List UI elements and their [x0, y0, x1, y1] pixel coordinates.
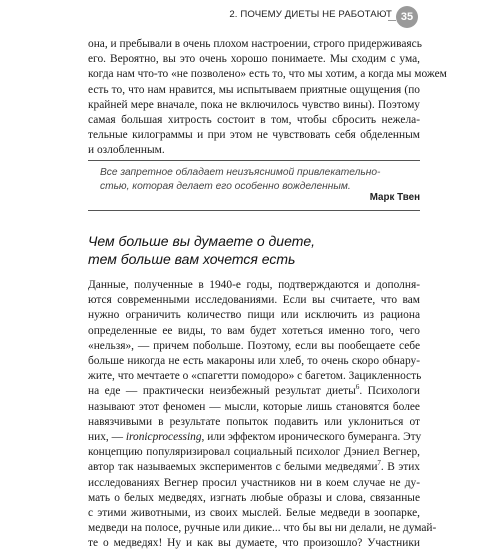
text-line: самая большая хитрость состоит в том, чтобы сбросить нежела- [88, 114, 420, 127]
epigraph-bottom-rule [88, 210, 420, 211]
text-line: крайней мере вначале, пока не включилось чувство вины). Поэтому [88, 98, 420, 111]
text-line: жите, что мечтаете о «спагетти помодоро» с багетом. Зацикленность [88, 370, 422, 383]
text-line: те о медведях! Ну и как вы думаете, что произошло? Участники [88, 537, 420, 550]
epigraph-line: стью, которая делает его особенно вожделенным. [100, 181, 351, 192]
text-line: ются современными исследованиями. Если вы считаете, что вам [88, 294, 420, 307]
text-line: навязчивыми в результате попыток подавить или уклониться от [88, 415, 420, 428]
text-line: Данные, полученные в 1940-е годы, подтверждаются и дополня- [88, 279, 420, 291]
paragraph-body [88, 278, 437, 552]
text-line: исследованиях Вегнер просил участников ни в коем случае не ду- [88, 476, 420, 489]
text-segment: , или эффектом иронического бумеранга. Эту [201, 431, 422, 444]
text-line: тельные килограммы и при этом не чувствовать себя обделенным [88, 129, 420, 142]
text-line: его. Вероятно, вы это очень хорошо понимаете. Мы сходим с ума, [88, 53, 420, 66]
text-segment: автор так называемых экспериментов с белыми медведями [88, 461, 378, 474]
text-line: есть то, что нам нравится, мы испытываем приятные ощущения (по [88, 83, 420, 96]
epigraph-quote [100, 166, 412, 194]
section-heading [88, 232, 420, 268]
text-line: концепцию популяризировал социальный психолог Дэниел Вегнер, [88, 446, 420, 459]
epigraph-author: Марк Твен [369, 192, 420, 203]
text-line: она, и пребывали в очень плохом настроении, строго придерживаясь [88, 38, 422, 50]
header-divider [388, 20, 396, 21]
text-line-with-footnote [88, 460, 420, 475]
footnote-marker: 7 [377, 459, 381, 468]
text-line: когда нам что-то «не позволено» есть то, что мы хотим, а когда мы можем [88, 68, 447, 81]
text-segment: . В этих [380, 461, 420, 474]
text-line: и озлобленным. [88, 144, 165, 157]
text-line: определенные ее виды, то вам будет хотеться именно того, чего [88, 324, 420, 337]
text-line: больше никогда не есть макароны или хлеб, то очень скоро обнару- [88, 355, 420, 368]
footnote-marker: 6 [355, 383, 360, 392]
text-line: нужно ограничить количество пищи или исключить из рациона [88, 309, 420, 322]
text-segment: . Психологи [359, 385, 421, 398]
text-line: «нельзя», — причем побольше. Поэтому, если вы пообещаете себе [88, 339, 420, 352]
text-segment: них, — [88, 431, 126, 444]
text-line: мать о белых медведях, изгнать любые образы и слова, связанные [88, 491, 420, 504]
text-line: медведи на полосе, ручные или дикие... что бы вы ни делали, не думай- [88, 522, 437, 535]
running-head [0, 6, 500, 28]
italic-term: ironicprocessing [125, 431, 202, 444]
text-line-with-footnote [88, 384, 420, 399]
paragraph-intro [88, 37, 447, 159]
page-number-badge: 35 [396, 6, 418, 28]
heading-line: тем больше вам хочется есть [88, 251, 296, 267]
text-line: называют этот феномен — мысли, которые лишь становятся более [88, 400, 420, 413]
chapter-title: 2. ПОЧЕМУ ДИЕТЫ НЕ РАБОТАЮТ [229, 9, 392, 20]
text-line: с этими животными, из своих мыслей. Белые медведи в зоопарке, [88, 507, 420, 520]
epigraph-line: Все запретное обладает неизъяснимой привлекательно- [100, 167, 381, 178]
epigraph-top-rule [88, 160, 420, 161]
text-segment: на еде — практически неизбежный результат диеты [88, 385, 356, 398]
text-line-with-term [88, 430, 420, 445]
heading-line: Чем больше вы думаете о диете, [88, 233, 316, 249]
